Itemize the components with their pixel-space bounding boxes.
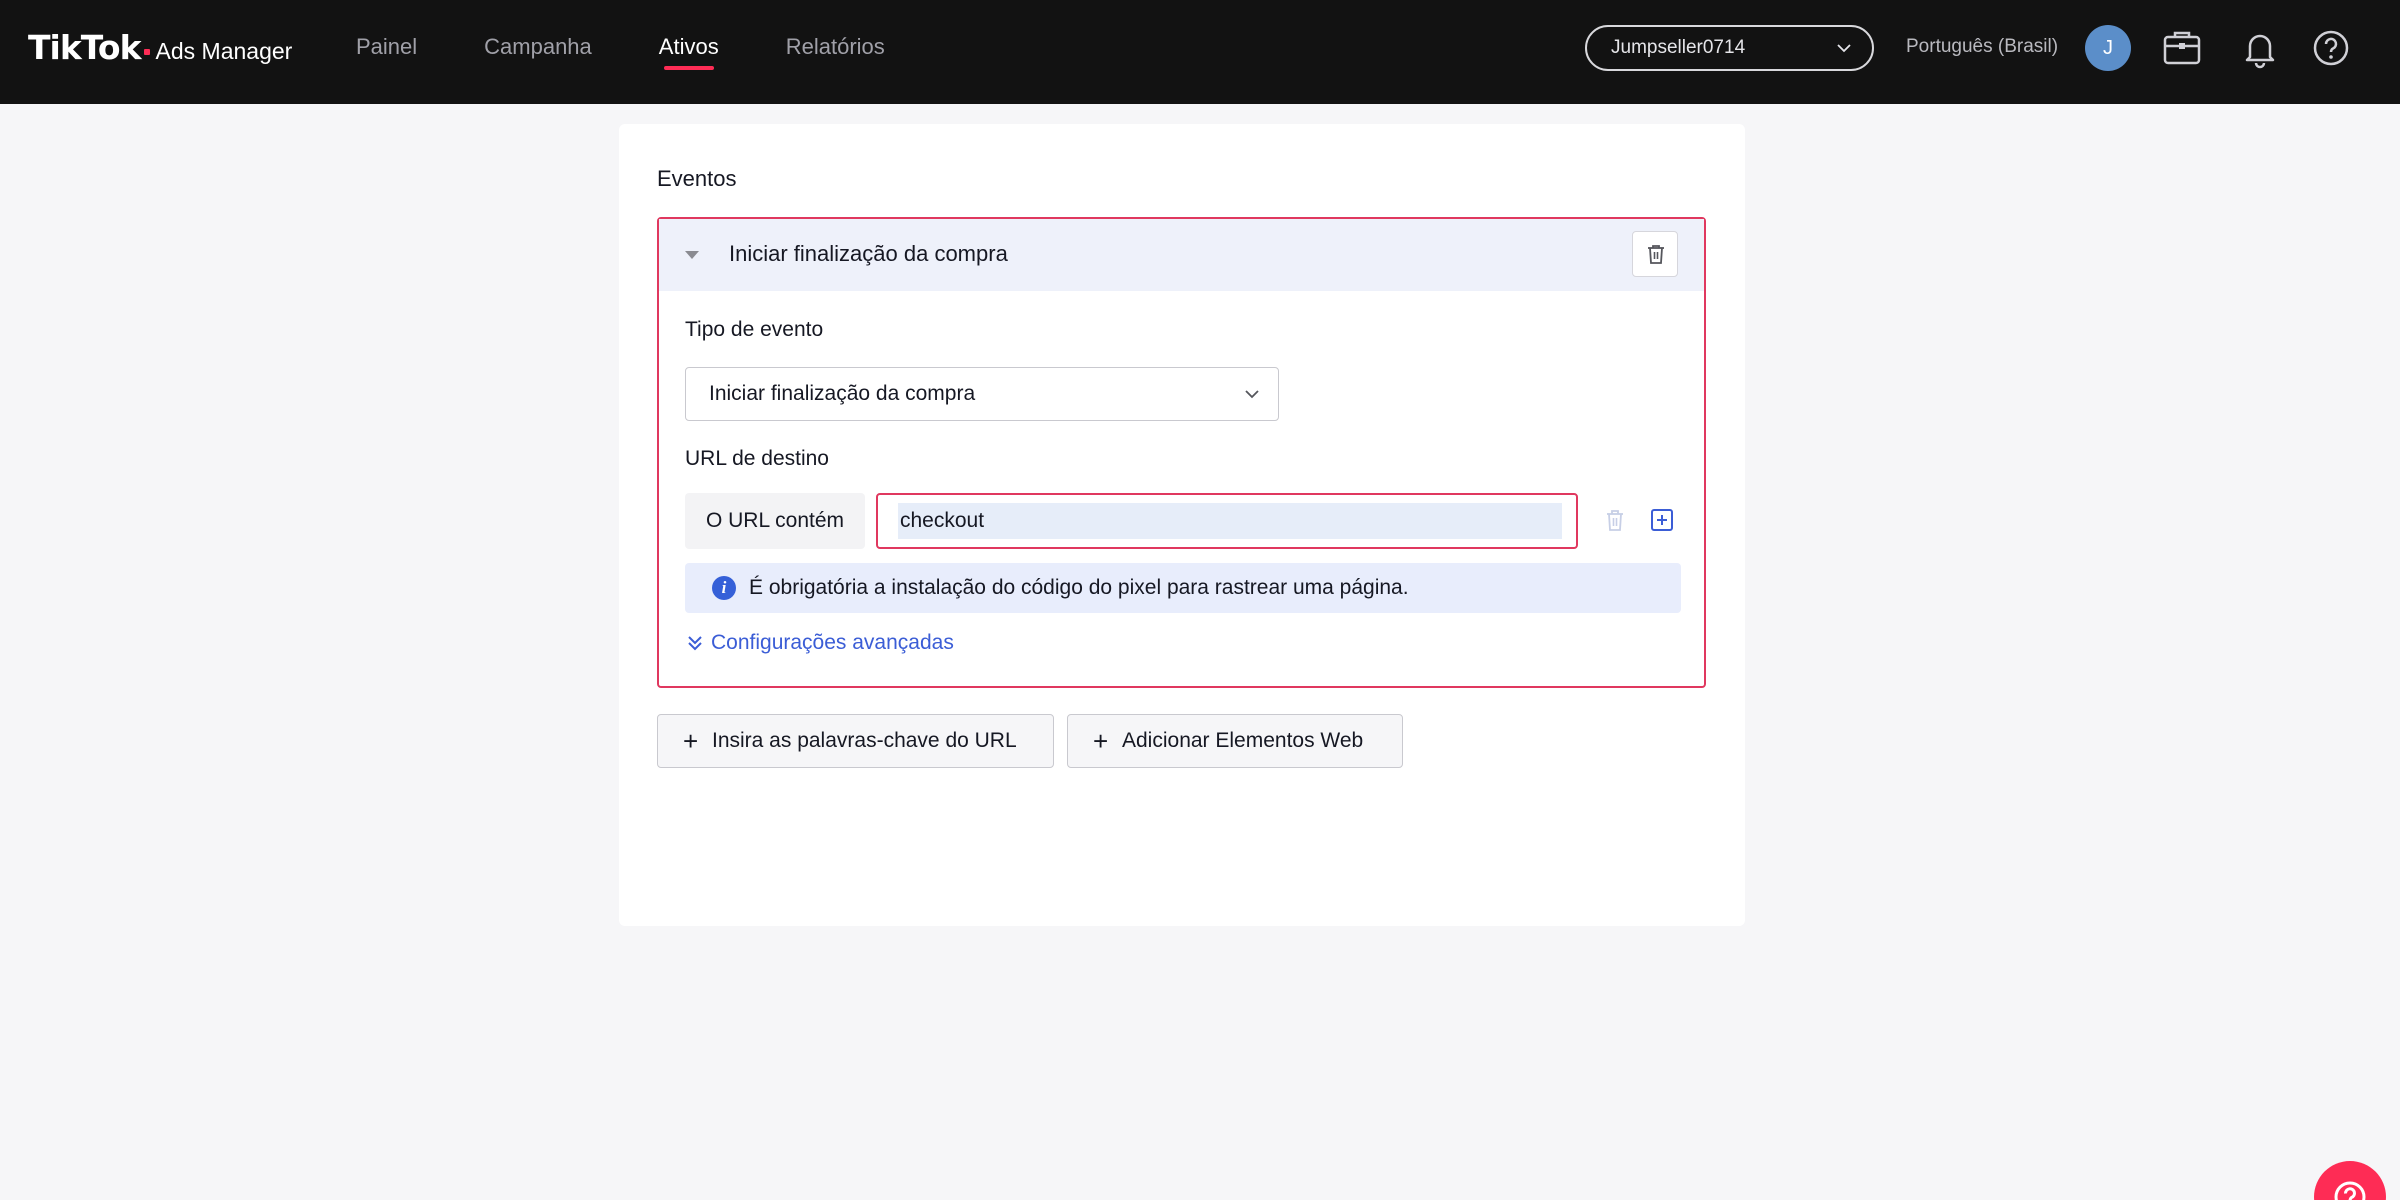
add-web-elements-label: Adicionar Elementos Web [1122, 729, 1364, 752]
nav-ativos[interactable]: Ativos [659, 0, 719, 104]
info-icon: i [712, 576, 736, 600]
event-panel-header[interactable] [659, 219, 1704, 291]
add-url-rule-icon[interactable] [1650, 508, 1674, 532]
briefcase-icon[interactable] [2160, 26, 2204, 70]
account-selector[interactable] [1585, 25, 1874, 71]
section-title: Eventos [657, 166, 737, 191]
logo-subtitle: Ads Manager [155, 38, 293, 64]
destination-url-label: URL de destino [685, 447, 829, 470]
add-web-elements-button[interactable] [1067, 714, 1403, 768]
url-keyword-field[interactable] [876, 493, 1578, 549]
event-type-select[interactable] [685, 367, 1279, 421]
add-url-keywords-button[interactable] [657, 714, 1054, 768]
advanced-settings-toggle[interactable] [687, 631, 954, 655]
event-type-label: Tipo de evento [685, 318, 824, 341]
events-card [619, 124, 1745, 926]
tiktok-ads-manager-logo[interactable] [28, 28, 292, 67]
help-chat-button[interactable] [2314, 1161, 2386, 1200]
chevron-down-icon [1244, 386, 1260, 402]
avatar[interactable]: J [2085, 25, 2131, 71]
add-url-keywords-label: Insira as palavras-chave do URL [712, 729, 1017, 752]
delete-url-rule-icon[interactable] [1604, 508, 1626, 532]
bell-icon[interactable] [2238, 26, 2282, 70]
event-panel [657, 217, 1706, 688]
account-name: Jumpseller0714 [1611, 37, 1746, 58]
top-navigation-bar [0, 0, 2400, 104]
collapse-caret-icon[interactable] [685, 251, 699, 259]
logo-dot [144, 49, 150, 55]
trash-icon [1645, 243, 1667, 265]
help-icon [2332, 1179, 2368, 1200]
language-selector[interactable]: Português (Brasil) [1906, 36, 2059, 57]
chevron-down-icon [1836, 40, 1852, 56]
url-keyword-input[interactable] [898, 503, 1562, 539]
pixel-info-banner [685, 563, 1681, 613]
nav-campanha[interactable]: Campanha [484, 34, 592, 59]
advanced-settings-label: Configurações avançadas [711, 631, 954, 654]
plus-icon: + [1093, 726, 1109, 756]
nav-relatorios[interactable]: Relatórios [785, 34, 885, 59]
url-condition-select[interactable]: O URL contém [685, 493, 865, 549]
help-circle-icon[interactable] [2309, 26, 2353, 70]
double-chevron-down-icon [687, 634, 703, 652]
logo-text: TikTok [28, 28, 141, 67]
event-type-value: Iniciar finalização da compra [709, 382, 976, 405]
event-name: Iniciar finalização da compra [729, 241, 1008, 266]
plus-icon: + [683, 726, 699, 756]
info-text: É obrigatória a instalação do código do pixel para rastrear uma página. [749, 576, 1409, 599]
delete-event-button[interactable] [1632, 231, 1678, 277]
main-nav [356, 0, 952, 104]
nav-painel[interactable]: Painel [356, 34, 418, 59]
